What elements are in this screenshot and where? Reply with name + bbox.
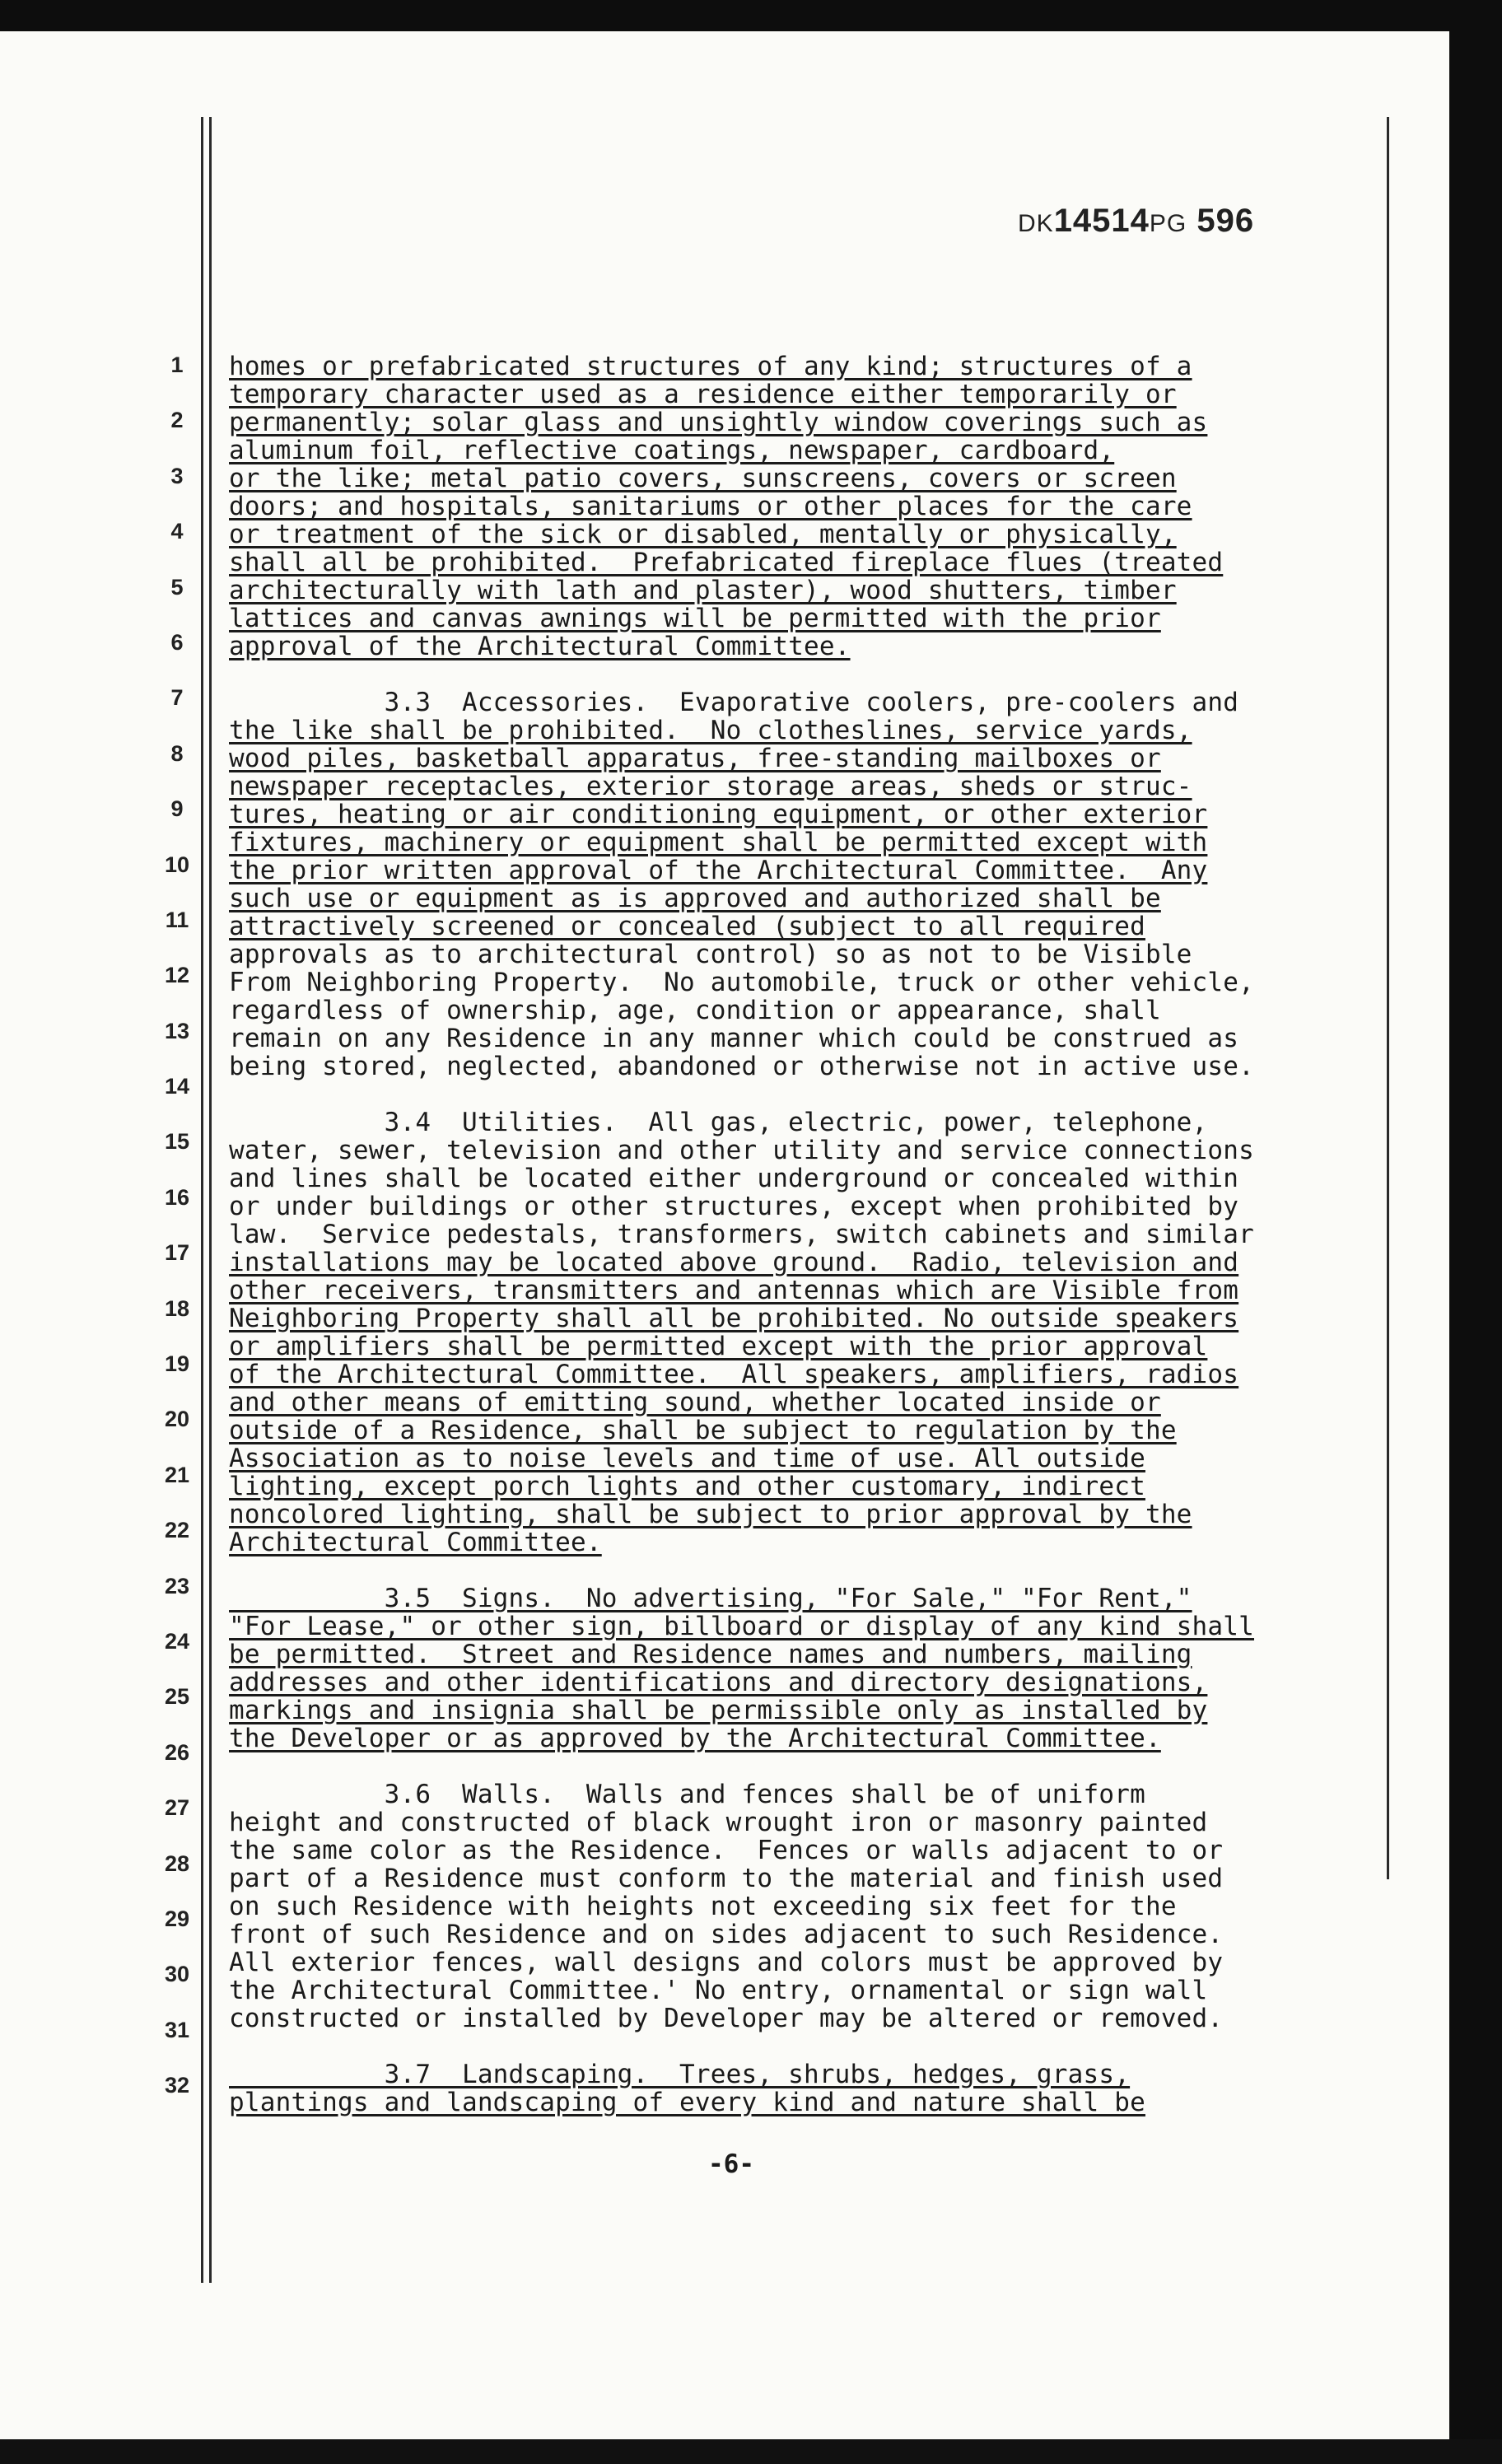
text-line: 3.6 Walls. Walls and fences shall be of uniform	[229, 1780, 1145, 1809]
text-line: wood piles, basketball apparatus, free-standing mailboxes or	[229, 744, 1161, 773]
paragraph-p2	[229, 688, 1378, 1080]
line-number: 23	[164, 1573, 190, 1598]
text-line: doors; and hospitals, sanitariums or other places for the care	[229, 492, 1192, 521]
text-line: Neighboring Property shall all be prohibited. No outside speakers	[229, 1304, 1239, 1333]
text-line: 3.7 Landscaping. Trees, shrubs, hedges, grass,	[229, 2060, 1131, 2089]
text-line: noncolored lighting, shall be subject to prior approval by the	[229, 1500, 1192, 1529]
line-number-column	[156, 352, 198, 2132]
text-line: lighting, except porch lights and other customary, indirect	[229, 1472, 1145, 1501]
line-number: 15	[164, 1129, 190, 1155]
text-line: outside of a Residence, shall be subject to regulation by the	[229, 1416, 1177, 1445]
text-line: approval of the Architectural Committee.	[229, 632, 851, 661]
text-line: front of such Residence and on sides adjacent to such Residence.	[229, 1920, 1224, 1949]
paragraph-gap	[229, 660, 1378, 688]
paragraph-p1	[229, 352, 1378, 660]
line-number: 4	[170, 519, 184, 544]
text-line: the like shall be prohibited. No clotheslines, service yards,	[229, 716, 1192, 745]
text-line: and lines shall be located either underground or concealed within	[229, 1164, 1239, 1193]
text-line: the Developer or as approved by the Architectural Committee.	[229, 1724, 1161, 1753]
text-line: part of a Residence must conform to the material and finish used	[229, 1864, 1224, 1893]
line-number: 17	[164, 1240, 190, 1266]
text-line: or the like; metal patio covers, sunscreens, covers or screen	[229, 464, 1177, 493]
line-number: 20	[164, 1407, 190, 1432]
text-line: or treatment of the sick or disabled, mentally or physically,	[229, 520, 1177, 549]
paragraph-p3	[229, 1108, 1378, 1556]
text-line: From Neighboring Property. No automobile, truck or other vehicle,	[229, 968, 1254, 997]
text-line: Architectural Committee.	[229, 1528, 602, 1557]
scan-border-top	[0, 0, 1502, 33]
line-number: 6	[170, 629, 184, 655]
paragraph-p6	[229, 2060, 1378, 2116]
line-number: 19	[164, 1351, 190, 1377]
text-line: be permitted. Street and Residence names and numbers, mailing	[229, 1640, 1192, 1669]
text-line: law. Service pedestals, transformers, switch cabinets and similar	[229, 1220, 1254, 1249]
text-line: temporary character used as a residence either temporarily or	[229, 380, 1177, 409]
left-margin-rule	[201, 117, 203, 2283]
text-line: water, sewer, television and other utility and service connections	[229, 1136, 1254, 1165]
line-number: 22	[164, 1518, 190, 1543]
line-number: 27	[164, 1795, 190, 1821]
line-number: 7	[170, 685, 184, 711]
line-number: 1	[170, 352, 184, 377]
text-line: addresses and other identifications and directory designations,	[229, 1668, 1208, 1697]
text-line: markings and insignia shall be permissible only as installed by	[229, 1696, 1208, 1725]
text-line: attractively screened or concealed (subject to all required	[229, 912, 1145, 941]
recorded-page-number: 596	[1196, 203, 1255, 239]
text-line: aluminum foil, reflective coatings, newspaper, cardboard,	[229, 436, 1115, 465]
line-number: 30	[164, 1962, 190, 1987]
scan-border-right	[1449, 0, 1502, 2464]
left-margin-rule-inner	[209, 117, 212, 2283]
text-line: or under buildings or other structures, except when prohibited by	[229, 1192, 1239, 1221]
paragraph-gap	[229, 2032, 1378, 2060]
text-line: such use or equipment as is approved and authorized shall be	[229, 884, 1161, 913]
text-line: Association as to noise levels and time of use. All outside	[229, 1444, 1145, 1473]
text-line: lattices and canvas awnings will be permitted with the prior	[229, 604, 1161, 633]
line-number: 10	[164, 852, 190, 877]
line-number: 8	[170, 740, 184, 766]
text-line: or amplifiers shall be permitted except with the prior approval	[229, 1332, 1208, 1361]
scan-border-bottom	[0, 2439, 1502, 2464]
text-line: tures, heating or air conditioning equipment, or other exterior	[229, 800, 1208, 829]
text-line: being stored, neglected, abandoned or otherwise not in active use.	[229, 1052, 1254, 1081]
text-line: the prior written approval of the Architectural Committee. Any	[229, 856, 1208, 885]
document-body	[229, 352, 1378, 2116]
line-number: 14	[164, 1074, 190, 1099]
text-line: regardless of ownership, age, condition or appearance, shall	[229, 996, 1161, 1025]
text-line: and other means of emitting sound, whether located inside or	[229, 1388, 1161, 1417]
line-number: 28	[164, 1850, 190, 1876]
book-label: DK	[1018, 210, 1054, 237]
text-line: architecturally with lath and plaster), wood shutters, timber	[229, 576, 1177, 605]
text-line: fixtures, machinery or equipment shall be permitted except with	[229, 828, 1208, 857]
text-line: homes or prefabricated structures of any kind; structures of a	[229, 352, 1192, 381]
text-line: approvals as to architectural control) so as not to be Visible	[229, 940, 1192, 969]
right-margin-rule	[1387, 117, 1389, 1879]
text-line: "For Lease," or other sign, billboard or display of any kind shall	[229, 1612, 1254, 1641]
text-line: of the Architectural Committee. All speakers, amplifiers, radios	[229, 1360, 1239, 1389]
book-page-reference	[1018, 203, 1254, 240]
line-number: 16	[164, 1184, 190, 1210]
text-line: permanently; solar glass and unsightly window coverings such as	[229, 408, 1208, 437]
line-number: 24	[164, 1628, 190, 1654]
text-line: height and constructed of black wrought iron or masonry painted	[229, 1808, 1208, 1837]
line-number: 21	[164, 1462, 190, 1487]
line-number: 29	[164, 1906, 190, 1931]
text-line: 3.4 Utilities. All gas, electric, power, telephone,	[229, 1108, 1208, 1137]
line-number: 18	[164, 1295, 190, 1321]
line-number: 13	[164, 1018, 190, 1043]
line-number: 2	[170, 408, 184, 433]
line-number: 25	[164, 1684, 190, 1710]
text-line: 3.3 Accessories. Evaporative coolers, pre-coolers and	[229, 688, 1239, 717]
paragraph-p5	[229, 1780, 1378, 2032]
page-number: -6-	[708, 2149, 754, 2179]
line-number: 32	[164, 2073, 190, 2098]
text-line: shall all be prohibited. Prefabricated fireplace flues (treated	[229, 548, 1224, 577]
text-line: the same color as the Residence. Fences or walls adjacent to or	[229, 1836, 1224, 1865]
text-line: All exterior fences, wall designs and colors must be approved by	[229, 1948, 1224, 1977]
line-number: 31	[164, 2017, 190, 2042]
line-number: 9	[170, 796, 184, 822]
text-line: other receivers, transmitters and antennas which are Visible from	[229, 1276, 1239, 1305]
text-line: the Architectural Committee.' No entry, ornamental or sign wall	[229, 1976, 1208, 2005]
text-line: newspaper receptacles, exterior storage areas, sheds or struc-	[229, 772, 1192, 801]
text-line: installations may be located above ground. Radio, television and	[229, 1248, 1239, 1277]
text-line: constructed or installed by Developer may be altered or removed.	[229, 2004, 1224, 2033]
book-number: 14514	[1053, 203, 1150, 239]
text-line: 3.5 Signs. No advertising, "For Sale," "For Rent,"	[229, 1584, 1192, 1613]
line-number: 11	[165, 907, 189, 932]
paragraph-gap	[229, 1752, 1378, 1780]
line-number: 5	[170, 574, 184, 600]
paragraph-gap	[229, 1080, 1378, 1108]
paragraph-gap	[229, 1556, 1378, 1584]
page-label: PG	[1149, 210, 1187, 237]
line-number: 3	[170, 463, 184, 488]
paragraph-p4	[229, 1584, 1378, 1752]
text-line: on such Residence with heights not exceeding six feet for the	[229, 1892, 1177, 1921]
text-line: remain on any Residence in any manner which could be construed as	[229, 1024, 1239, 1053]
line-number: 26	[164, 1739, 190, 1765]
line-number: 12	[164, 963, 190, 988]
text-line: plantings and landscaping of every kind and nature shall be	[229, 2088, 1145, 2117]
